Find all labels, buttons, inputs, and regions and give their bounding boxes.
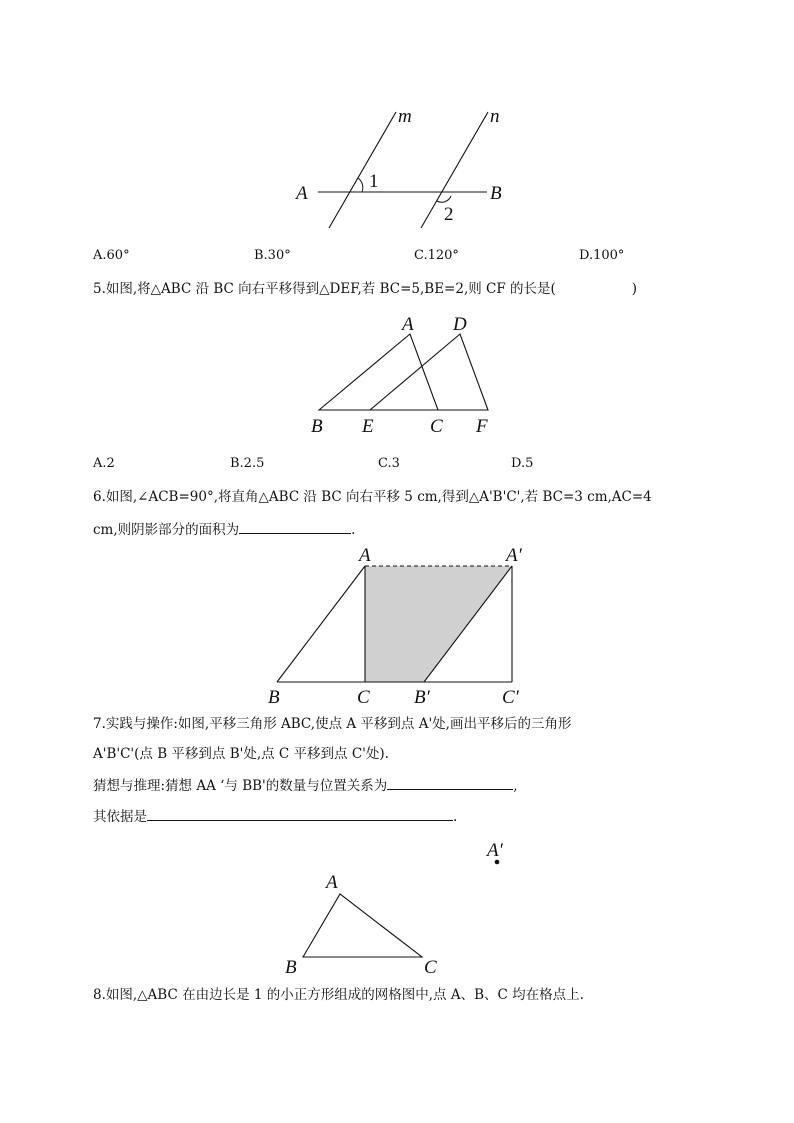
q7-line-2: A'B'C'(点 B 平移到点 B'处,点 C 平移到点 C'处). [93, 746, 389, 762]
triangle-abc [303, 894, 422, 957]
q5-close-paren: ) [631, 281, 638, 297]
q5-label-d: D [453, 314, 467, 335]
q7-label-c: C [424, 957, 437, 978]
q5-option-d: D.5 [511, 456, 534, 471]
label-n: n [490, 106, 500, 127]
q8-text: 8.如图,△ABC 在由边长是 1 的小正方形组成的网格图中,点 A、B、C 均在格点上. [93, 987, 584, 1003]
q4-option-b: B.30° [254, 248, 291, 263]
q7-line-3-text: 猜想与推理:猜想 AA ‘与 BB'的数量与位置关系为 [93, 778, 388, 794]
q5-label-b: B [311, 416, 323, 437]
q6-label-a: A [359, 545, 371, 566]
q5-label-e: E [362, 416, 374, 437]
q4-option-a: A.60° [93, 248, 130, 263]
q5-label-f: F [476, 416, 488, 437]
q6-label-b-prime: B′ [414, 687, 430, 708]
q6-label-a-prime: A′ [506, 545, 522, 566]
q7-line-4-end: . [453, 809, 458, 825]
q6-line-1: 6.如图,∠ACB=90°,将直角△ABC 沿 BC 向右平移 5 cm,得到△A'B'C',若 BC=3 cm,AC=4 [93, 489, 652, 505]
q6-label-b: B [268, 687, 280, 708]
q7-line-4-text: 其依据是 [93, 809, 147, 825]
label-b: B [490, 183, 502, 204]
q7-line-3-end: , [513, 778, 518, 794]
q4-option-d: D.100° [579, 248, 625, 263]
q5-stem: 5.如图,将△ABC 沿 BC 向右平移得到△DEF,若 BC=5,BE=2,则 CF 的长是( [93, 281, 556, 297]
q4-option-c: C.120° [414, 248, 459, 263]
label-angle-1: 1 [369, 171, 379, 192]
q7-label-a-prime: A′ [487, 840, 503, 861]
q5-label-c: C [430, 416, 443, 437]
q5-option-a: A.2 [93, 456, 115, 471]
q7-line-1: 7.实践与操作:如图,平移三角形 ABC,使点 A 平移到点 A'处,画出平移后的三角形 [93, 716, 572, 732]
q5-label-a: A [402, 314, 414, 335]
label-m: m [398, 106, 412, 127]
q6-label-c-prime: C′ [502, 687, 519, 708]
q5-option-b: B.2.5 [230, 456, 265, 471]
label-angle-2: 2 [444, 204, 454, 225]
q7-label-a: A [326, 872, 338, 893]
q6-label-c: C [357, 687, 370, 708]
q6-end: . [351, 522, 356, 538]
label-a: A [296, 183, 308, 204]
q7-label-b: B [285, 957, 297, 978]
q5-option-c: C.3 [378, 456, 400, 471]
q6-line-2-text: cm,则阴影部分的面积为 [93, 522, 240, 538]
